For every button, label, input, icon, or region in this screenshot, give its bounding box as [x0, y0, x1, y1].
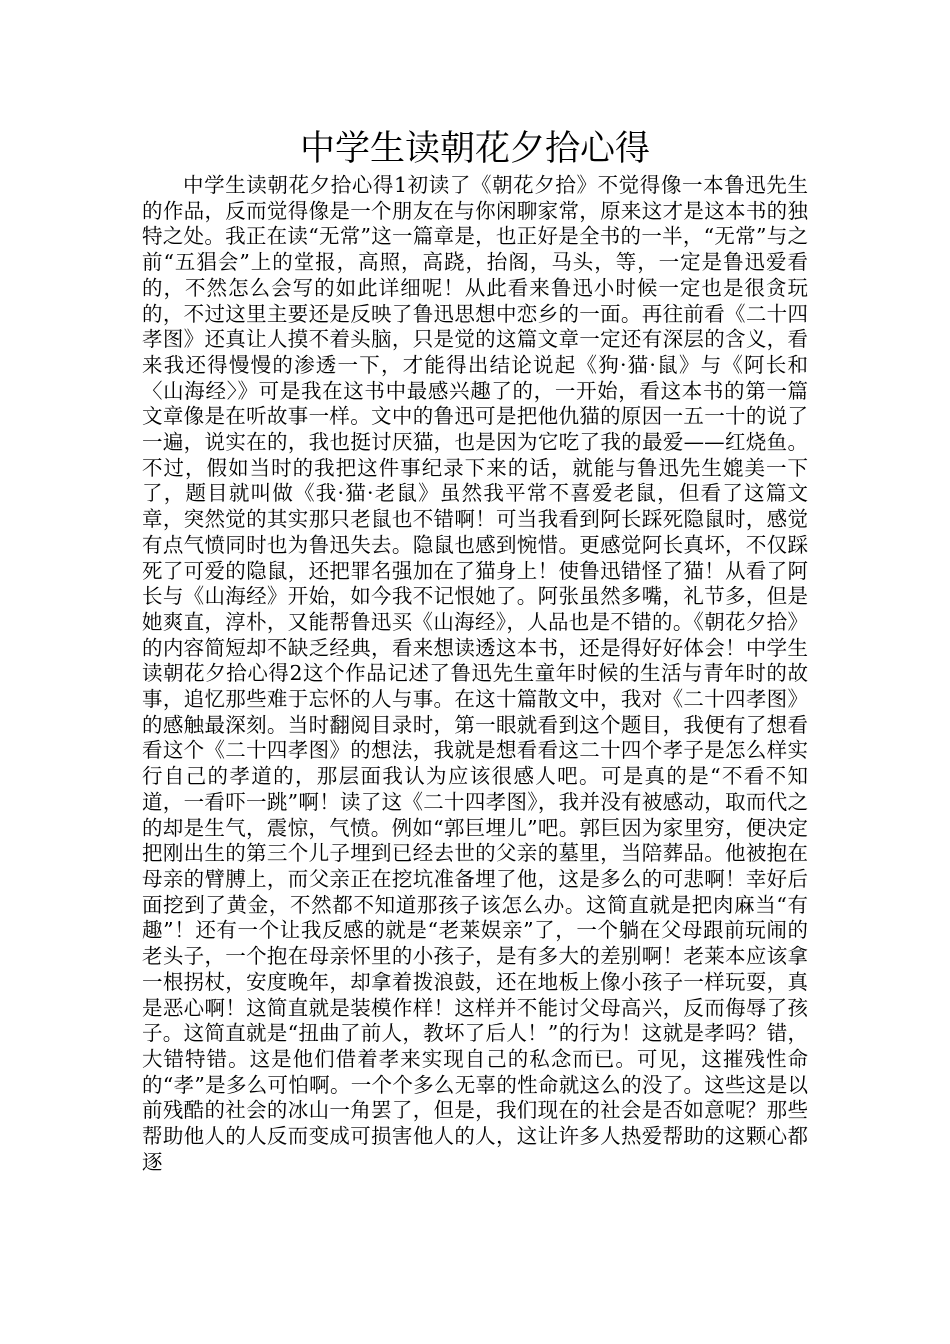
document-body: 中学生读朝花夕拾心得1初读了《朝花夕拾》不觉得像一本鲁迅先生的作品，反而觉得像是一个朋友在与你闲聊家常，原来这才是这本书的独特之处。我正在读“无常”这一篇章是，也正好是全书的一半，“无常”与之前“五猖会”上的堂报，高照，高跷，抬阁，马头，等，一定是鲁迅爱看的，不然怎么会写的如此详细呢！从此看来鲁迅小时候一定也是很贪玩的，不过这里主要还是反映了鲁迅思想中恋乡的一面。再往前看《二十四孝图》还真让人摸不着头脑，只是觉的这篇文章一定还有深层的含义，看来我还得慢慢的渗透一下，才能得出结论说起《狗·猫·鼠》与《阿长和〈山海经〉》可是我在这书中最感兴趣了的，一开始，看这本书的第一篇文章像是在听故事一样。文中的鲁迅可是把他仇猫的原因一五一十的说了一遍，说实在的，我也挺讨厌猫，也是因为它吃了我的最爱——红烧鱼。不过，假如当时的我把这件事纪录下来的话，就能与鲁迅先生媲美一下了，题目就叫做《我·猫·老鼠》虽然我平常不喜爱老鼠，但看了这篇文章，突然觉的其实那只老鼠也不错啊！可当我看到阿长踩死隐鼠时，感觉有点气愤同时也为鲁迅失去。隐鼠也感到惋惜。更感觉阿长真坏，不仅踩死了可爱的隐鼠，还把罪名强加在了猫身上！使鲁迅错怪了猫！从看了阿长与《山海经》开始，如今我不记恨她了。阿张虽然多嘴，礼节多，但是她爽直，淳朴，又能帮鲁迅买《山海经》，人品也是不错的。《朝花夕拾》的内容简短却不缺乏经典，看来想读透这本书，还是得好好体会！中学生读朝花夕拾心得2这个作品记述了鲁迅先生童年时候的生活与青年时的故事，追忆那些难于忘怀的人与事。在这十篇散文中，我对《二十四孝图》的感触最深刻。当时翻阅目录时，第一眼就看到这个题目，我便有了想看看这个《二十四孝图》的想法，我就是想看看这二十四个孝子是怎么样实行自己的孝道的，那层面我认为应该很感人吧。可是真的是“不看不知道，一看吓一跳”啊！读了这《二十四孝图》，我并没有被感动，取而代之的却是生气，震惊，气愤。例如“郭巨埋儿”吧。郭巨因为家里穷，便决定把刚出生的第三个儿子埋到已经去世的父亲的墓里，当陪葬品。他被抱在母亲的臂膊上，而父亲正在挖坑准备埋了他，这是多么的可悲啊！幸好后面挖到了黄金，不然都不知道那孩子该怎么办。这简直就是把肉麻当“有趣”！还有一个让我反感的就是“老莱娱亲”了，一个躺在父母跟前玩闹的老头子，一个抱在母亲怀里的小孩子，是有多大的差别啊！老莱本应该拿一根拐杖，安度晚年，却拿着拨浪鼓，还在地板上像小孩子一样玩耍，真是恶心啊！这简直就是装模作样！这样并不能讨父母高兴，反而侮辱了孩子。这简直就是“扭曲了前人，教坏了后人！”的行为！这就是孝吗？错，大错特错。这是他们借着孝来实现自己的私念而已。可见，这摧残性命的“孝”是多么可怕啊。一个个多么无辜的性命就这么的没了。这些这是以前残酷的社会的冰山一角罢了，但是，我们现在的社会是否如意呢？那些帮助他人的人反而变成可损害他人的人，这让许多人热爱帮助的这颗心都逐	[142, 173, 808, 1174]
document-title: 中学生读朝花夕拾心得	[299, 129, 650, 169]
